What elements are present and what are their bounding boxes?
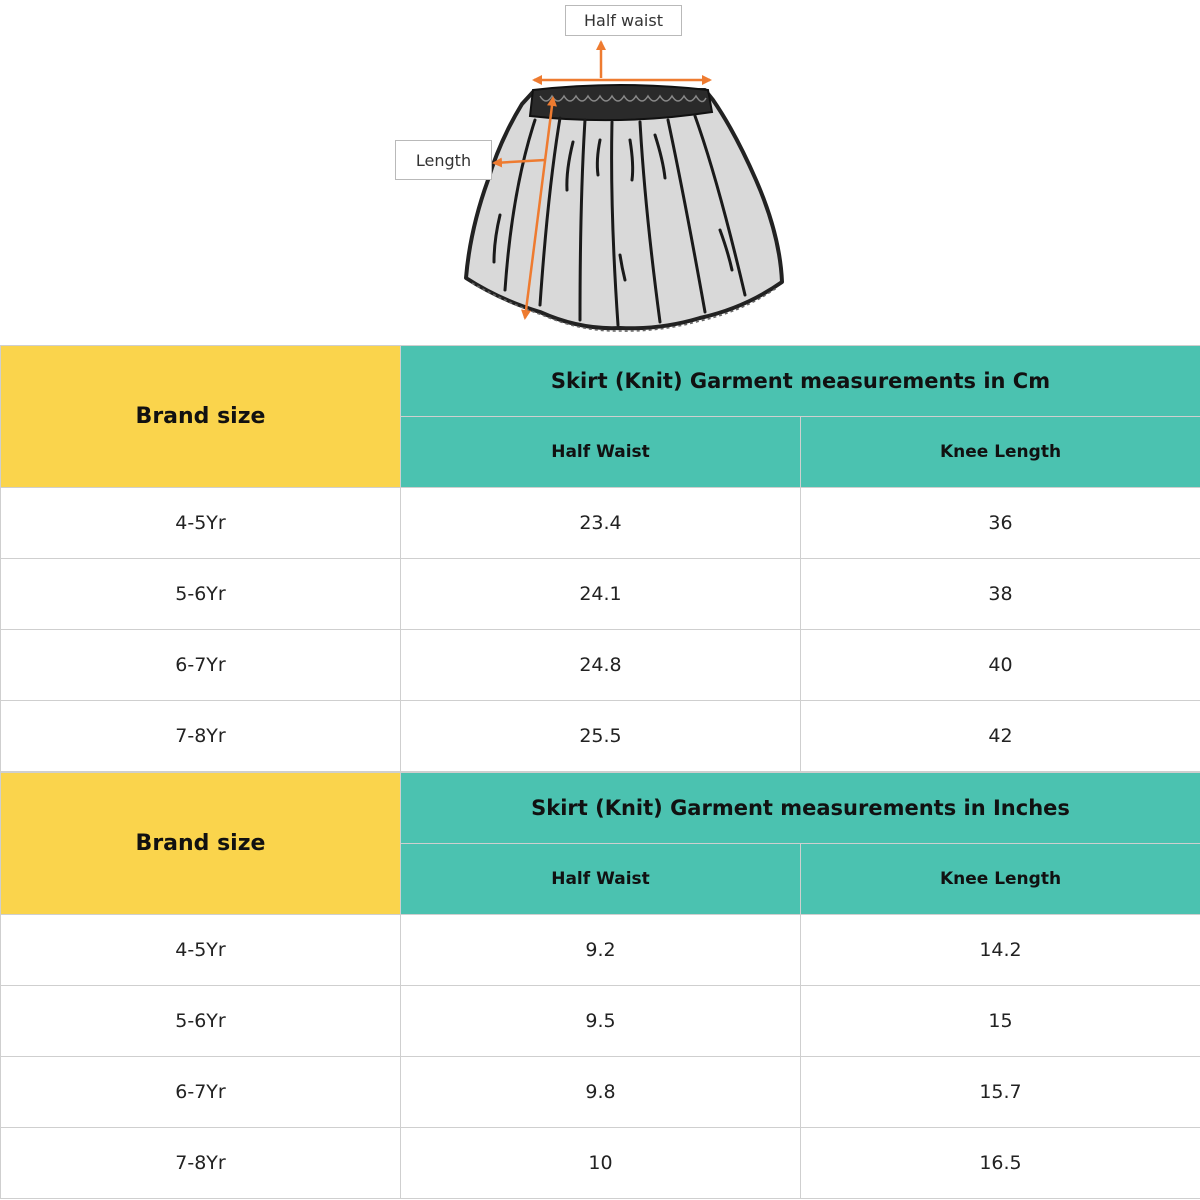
- table-title: Skirt (Knit) Garment measurements in Inches: [401, 773, 1200, 844]
- knee-length-cell: 14.2: [801, 915, 1200, 986]
- brand-size-header: Brand size: [1, 773, 401, 915]
- table-row: [1, 701, 1200, 772]
- table-row: [1, 915, 1200, 986]
- half-waist-cell: 9.5: [401, 986, 801, 1057]
- table-header-row: [1, 346, 1200, 417]
- knee-length-cell: 15: [801, 986, 1200, 1057]
- table-row: [1, 1128, 1200, 1199]
- half-waist-header: Half Waist: [401, 417, 801, 488]
- half-waist-header: Half Waist: [401, 844, 801, 915]
- size-cell: 6-7Yr: [1, 1057, 401, 1128]
- table-row: [1, 488, 1200, 559]
- length-callout: Length: [395, 140, 492, 180]
- knee-length-header: Knee Length: [801, 844, 1200, 915]
- half-waist-cell: 24.8: [401, 630, 801, 701]
- size-cell: 7-8Yr: [1, 1128, 401, 1199]
- table-row: [1, 1057, 1200, 1128]
- knee-length-cell: 42: [801, 701, 1200, 772]
- size-cell: 4-5Yr: [1, 915, 401, 986]
- knee-length-cell: 15.7: [801, 1057, 1200, 1128]
- skirt-measurement-diagram: [0, 0, 1200, 345]
- knee-length-cell: 38: [801, 559, 1200, 630]
- skirt-illustration-icon: [0, 0, 1200, 345]
- half-waist-callout: Half waist: [565, 5, 682, 36]
- table-row: [1, 559, 1200, 630]
- half-waist-cell: 10: [401, 1128, 801, 1199]
- brand-size-header: Brand size: [1, 346, 401, 488]
- size-cell: 4-5Yr: [1, 488, 401, 559]
- half-waist-cell: 24.1: [401, 559, 801, 630]
- table-title: Skirt (Knit) Garment measurements in Cm: [401, 346, 1200, 417]
- knee-length-cell: 36: [801, 488, 1200, 559]
- half-waist-cell: 25.5: [401, 701, 801, 772]
- size-cell: 7-8Yr: [1, 701, 401, 772]
- half-waist-cell: 9.8: [401, 1057, 801, 1128]
- table-row: [1, 630, 1200, 701]
- table-header-row: [1, 773, 1200, 844]
- knee-length-cell: 40: [801, 630, 1200, 701]
- half-waist-cell: 23.4: [401, 488, 801, 559]
- knee-length-header: Knee Length: [801, 417, 1200, 488]
- measurements-table-cm: [0, 345, 1200, 772]
- size-cell: 5-6Yr: [1, 559, 401, 630]
- size-cell: 6-7Yr: [1, 630, 401, 701]
- skirt-waistband: [530, 85, 712, 120]
- size-cell: 5-6Yr: [1, 986, 401, 1057]
- knee-length-cell: 16.5: [801, 1128, 1200, 1199]
- measurements-table-inches: [0, 772, 1200, 1199]
- half-waist-cell: 9.2: [401, 915, 801, 986]
- table-row: [1, 986, 1200, 1057]
